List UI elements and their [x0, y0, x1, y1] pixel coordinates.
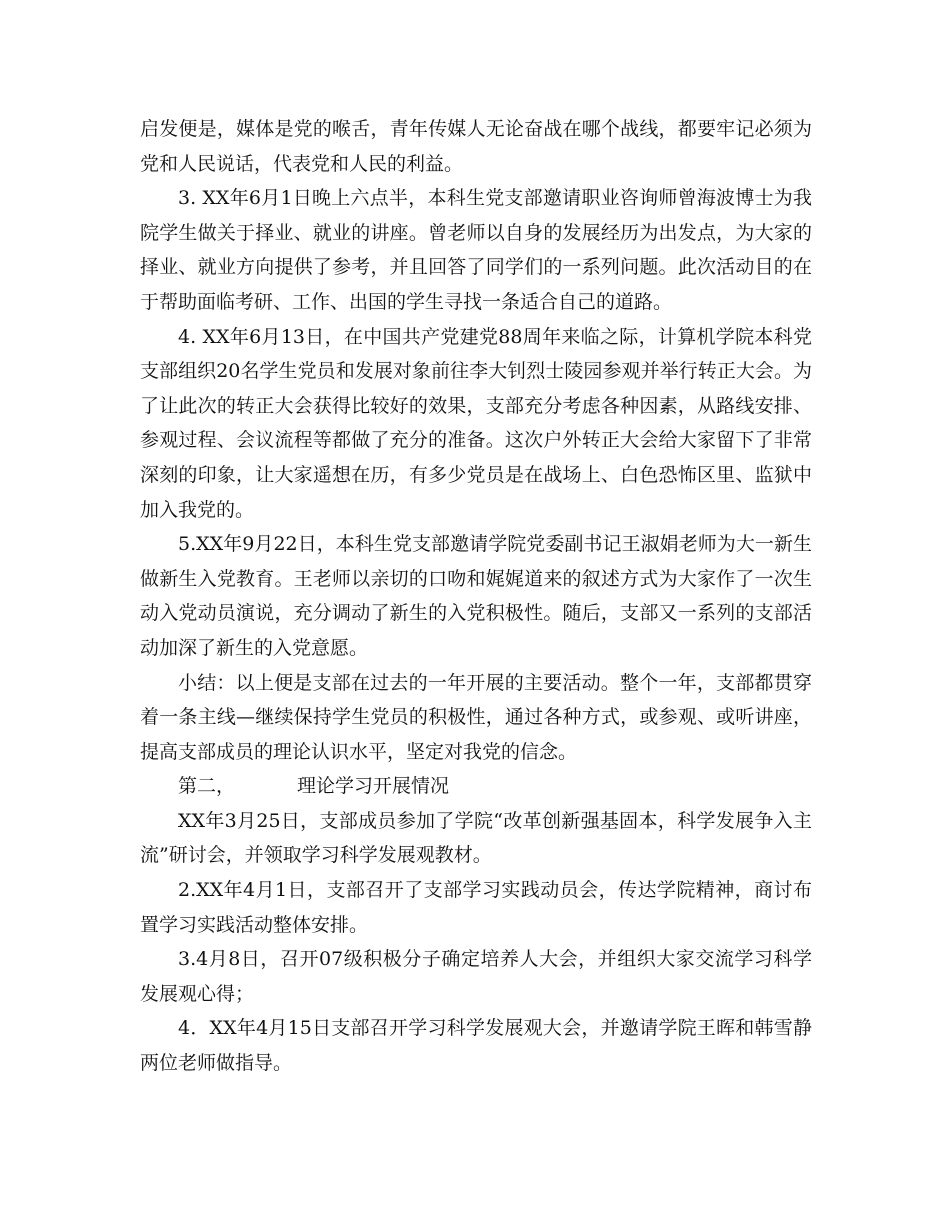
- section-heading: [140, 769, 812, 804]
- paragraph-media-inspiration: 启发便是，媒体是党的喉舌，青年传媒人无论奋战在哪个战线，都要牢记必须为党和人民说话，代表党和人民的利益。: [140, 118, 812, 175]
- paragraph-career-lecture: 3. XX年6月1日晚上六点半，本科生党支部邀请职业咨询师曾海波博士为我院学生做关于择业、就业的讲座。曾老师以自身的发展经历为出发点，为大家的择业、就业方向提供了参考，并且回答了同学们的一系列问题。此次活动目的在于帮助面临考研、工作、出国的学生寻找一条适合自己的道路。: [140, 187, 812, 313]
- section-heading-title: 理论学习开展情况: [297, 775, 450, 798]
- paragraph-freshman-education: 5.XX年9月22日，本科生党支部邀请学院党委副书记王淑娟老师为大一新生做新生入党教育。王老师以亲切的口吻和娓娓道来的叙述方式为大家作了一次生动入党动员演说，充分调动了新生的入党积极性。随后，支部又一系列的支部活动加深了新生的入党意愿。: [140, 533, 812, 659]
- paragraph-memorial-visit: 4. XX年6月13日，在中国共产党建党88周年来临之际，计算机学院本科党支部组织20名学生党员和发展对象前往李大钊烈士陵园参观并举行转正大会。为了让此次的转正大会获得比较好的效果，支部充分考虑各种因素，从路线安排、参观过程、会议流程等都做了充分的准备。这次户外转正大会给大家留下了非常深刻的印象，让大家遥想在历，有多少党员是在战场上、白色恐怖区里、监狱中加入我党的。: [140, 325, 812, 521]
- paragraph-mobilization-meeting: 2.XX年4月1日，支部召开了支部学习实践动员会，传达学院精神，商讨布置学习实践活动整体安排。: [140, 879, 812, 936]
- document-body: [140, 112, 812, 1081]
- paragraph-study-meeting: 4．XX年4月15日支部召开学习科学发展观大会，并邀请学院王晖和韩雪静两位老师做指导。: [140, 1017, 812, 1075]
- paragraph-seminar: XX年3月25日，支部成员参加了学院“改革创新强基固本，科学发展争入主流”研讨会，并领取学习科学发展观教材。: [140, 809, 812, 867]
- paragraph-activist-meeting: 3.4月8日，召开07级积极分子确定培养人大会，并组织大家交流学习科学发展观心得；: [140, 948, 812, 1005]
- section-heading-number: 第二，: [178, 775, 236, 798]
- paragraph-summary: 小结：以上便是支部在过去的一年开展的主要活动。整个一年，支部都贯穿着一条主线—继续保持学生党员的积极性，通过各种方式，或参观、或听讲座，提高支部成员的理论认识水平，坚定对我党的信念。: [140, 671, 812, 763]
